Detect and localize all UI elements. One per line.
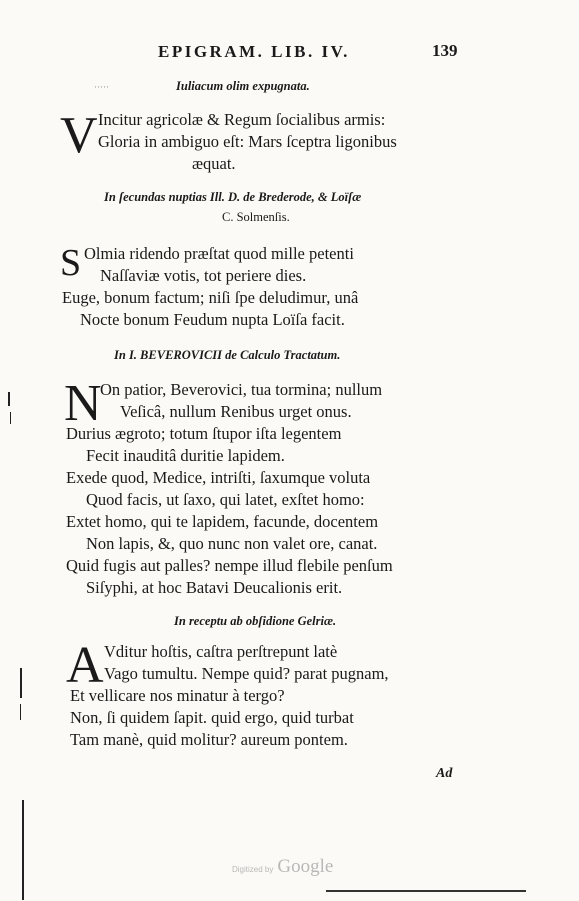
poem-title: In ſecundas nuptias Ill. D. de Brederode, & Loïſæ (104, 190, 362, 204)
margin-mark (20, 668, 22, 698)
drop-initial: A (66, 637, 104, 694)
verse-line: Non, ſi quidem ſapit. quid ergo, quid turbat (70, 708, 354, 727)
verse-line: Euge, bonum factum; niſi ſpe deludimur, unâ (62, 288, 359, 307)
verse-line: Quod facis, ut ſaxo, qui latet, exſtet homo: (86, 490, 365, 509)
verse-line: Gloria in ambiguo eſt: Mars ſceptra ligonibus (98, 132, 397, 151)
poem-title: Iuliacum olim expugnata. (176, 79, 310, 93)
running-title: EPIGRAM. LIB. IV. (158, 42, 350, 61)
watermark-small: Digitized by (232, 865, 274, 874)
verse-line: Naſſaviæ votis, tot periere dies. (100, 266, 307, 285)
verse-line: On patior, Beverovici, tua tormina; nullum (100, 380, 383, 399)
verse-line: Veſicâ, nullum Renibus urget onus. (120, 402, 352, 421)
verse-line: Extet homo, qui te lapidem, facunde, docentem (66, 512, 379, 531)
margin-mark (22, 800, 24, 900)
stray-mark: ····· (94, 82, 109, 92)
poem-title: In receptu ab obſidione Gelriæ. (174, 614, 337, 628)
bottom-edge-rule (326, 890, 526, 892)
verse-line: Non lapis, &, quo nunc non valet ore, canat. (86, 534, 378, 553)
margin-mark (8, 392, 10, 406)
verse-line: Vditur hoſtis, caſtra perſtrepunt latè (104, 642, 338, 661)
margin-mark (10, 412, 11, 424)
drop-initial: N (64, 375, 102, 432)
page-number: 139 (432, 41, 458, 60)
verse-line: Fecit inauditâ duritie lapidem. (86, 446, 285, 465)
verse-line: Vago tumultu. Nempe quid? parat pugnam, (104, 664, 389, 683)
catchword: Ad (436, 766, 453, 781)
verse-line: Tam manè, quid molitur? aureum pontem. (70, 730, 348, 749)
drop-initial: S (60, 242, 82, 284)
verse-line: Nocte bonum Feudum nupta Loïſa facit. (80, 310, 345, 329)
margin-mark (20, 704, 21, 720)
verse-line: Exede quod, Medice, intriſti, ſaxumque voluta (66, 468, 371, 487)
poem-title: In I. BEVEROVICII de Calculo Tractatum. (114, 348, 341, 362)
verse-line: Durius ægroto; totum ſtupor iſta legentem (66, 424, 342, 443)
verse-line: Siſyphi, at hoc Batavi Deucalionis erit. (86, 578, 343, 597)
verse-line: Olmia ridendo præſtat quod mille petenti (84, 244, 354, 263)
drop-initial: V (60, 107, 98, 164)
digitized-watermark (232, 856, 333, 878)
verse-line: Quid fugis aut palles? nempe illud flebile penſum (66, 556, 393, 575)
poem-title-continued: C. Solmenſis. (222, 210, 290, 224)
verse-line: Incitur agricolæ & Regum ſocialibus armis: (98, 110, 386, 129)
verse-line: æquat. (192, 154, 236, 173)
verse-line: Et vellicare nos minatur à tergo? (70, 686, 285, 705)
watermark-logo: Google (277, 856, 334, 877)
